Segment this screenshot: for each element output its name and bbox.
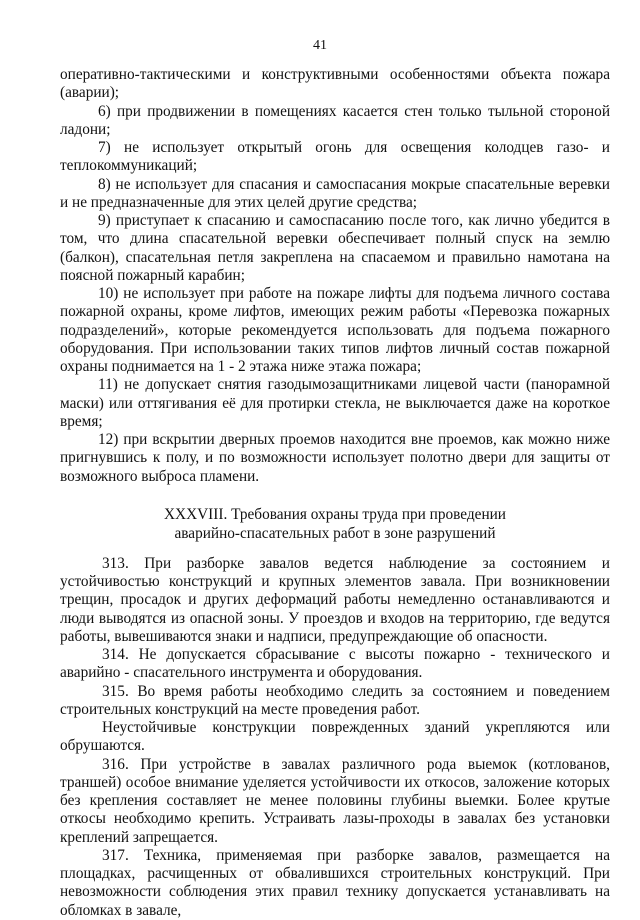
paragraph: 10) не использует при работе на пожаре лифты для подъема личного состава пожарной охраны, кроме лифтов, имеющих режим работы «Перевозка пожарных подразделений», которые рекомендуется использовать для подъема пожарного оборудования. При использовании таких типов лифтов личный состав пожарной охраны поднимается на 1 - 2 этажа ниже этажа пожара; <box>60 285 610 375</box>
page-number: 41 <box>313 38 327 53</box>
paragraph: 314. Не допускается сбрасывание с высоты пожарно - технического и аварийно - спасательного инструмента и оборудования. <box>60 646 610 682</box>
paragraph: 315. Во время работы необходимо следить за состоянием и поведением строительных конструкций на месте проведения работ. <box>60 682 610 718</box>
section-heading <box>60 505 610 543</box>
paragraph: 7) не использует открытый огонь для освещения колодцев газо- и теплокоммуникаций; <box>60 139 610 175</box>
section-heading-line-1: XXXVIII. Требования охраны труда при проведении <box>163 505 506 523</box>
paragraph: 317. Техника, применяемая при разборке завалов, размещается на площадках, расчищенных от обвалившихся строительных конструкций. При невозможности соблюдения этих правил технику допускается устанавливать на обломках в завале, <box>60 846 610 919</box>
document-body <box>60 66 610 920</box>
paragraph: 9) приступает к спасанию и самоспасанию после того, как лично убедится в том, что длина спасательной веревки обеспечивает полный спуск на землю (балкон), спасательная петля закреплена на спасаемом и правильно намотана на поясной пожарный карабин; <box>60 212 610 284</box>
paragraph: оперативно-тактическими и конструктивными особенностями объекта пожара (аварии); <box>60 66 610 102</box>
paragraph: 313. При разборке завалов ведется наблюдение за состоянием и устойчивостью конструкций и крупных элементов завала. При возникновении трещин, просадок и других деформаций работы немедленно останавливаются и люди выводятся из опасной зоны. У проездов и входов на территорию, где ведутся работы, вывешиваются знаки и надписи, предупреждающие об опасности. <box>60 554 610 645</box>
section-heading-line-2: аварийно-спасательных работ в зоне разрушений <box>174 524 496 542</box>
paragraph: 11) не допускает снятия газодымозащитниками лицевой части (панорамной маски) или оттягивания её для протирки стекла, не выключается даже на короткое время; <box>60 376 610 430</box>
paragraph: Неустойчивые конструкции поврежденных зданий укрепляются или обрушаются. <box>60 719 610 755</box>
paragraph: 12) при вскрытии дверных проемов находится вне проемов, как можно ниже пригнувшись к полу, и по возможности использует полотно двери для защиты от возможного выброса пламени. <box>60 431 610 485</box>
paragraph: 316. При устройстве в завалах различного рода выемок (котлованов, траншей) особое внимание уделяется устойчивости их откосов, заложение которых без крепления составляет не менее половины глубины выемки. Более крутые откосы необходимо крепить. Устраивать лазы-проходы в завалах без установки креплений запрещается. <box>60 755 610 846</box>
paragraph: 6) при продвижении в помещениях касается стен только тыльной стороной ладони; <box>60 102 610 138</box>
paragraph: 8) не использует для спасания и самоспасания мокрые спасательные веревки и не предназначенные для этих целей другие средства; <box>60 175 610 211</box>
